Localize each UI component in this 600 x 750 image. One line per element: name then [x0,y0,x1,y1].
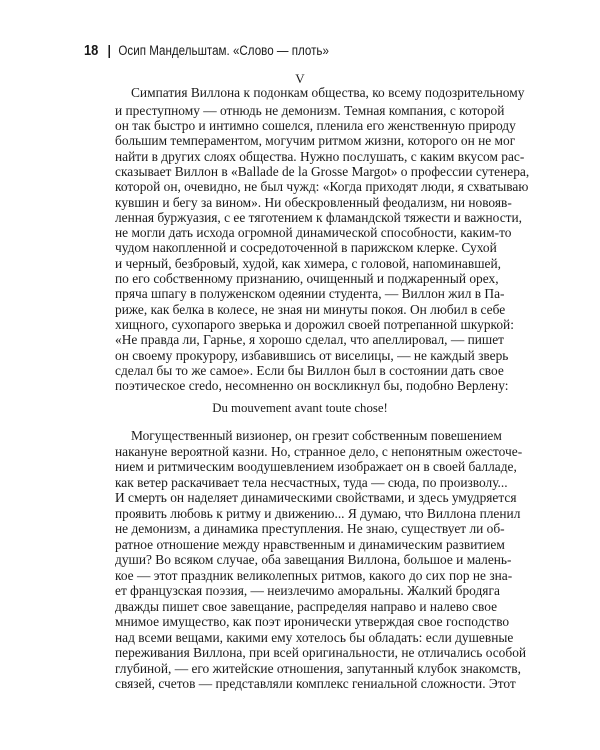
text-line: он так быстро и интимно сошелся, пленила его женственную природу [115,118,516,133]
text-line: и преступному — отнюдь не демонизм. Темная компания, с которой [115,103,505,118]
page-number: 18 [84,42,99,59]
text-line: связей, счетов — представляли комплекс гениальной сложности. Этот [115,676,516,691]
running-header [84,42,329,59]
text-line: кое — этот праздник великолепных ритмов, какого до сих пор не зна- [115,568,513,583]
text-line: и черный, безбровый, худой, как химера, с головой, напоминавшей, [115,256,501,271]
text-line: по его собственному признанию, очищенный и поджаренный орех, [115,271,499,286]
text-line: чудом накопленной и сосредоточенной в парижском клерке. Сухой [115,240,497,255]
text-line: над всеми вещами, какими ему хотелось бы обладать: если душевные [115,630,514,645]
text-line: накануне вероятной казни. Но, странное дело, с непонятным ожесточе- [115,444,523,459]
text-line: хищного, сухопарого зверька и дорожил своей потрепанной шкуркой: [115,317,514,332]
text-line: ет французская поэзия, — неизлечимо аморальны. Жалкий бродяга [115,583,500,598]
text-line: поэтическое credo, несомненно он воскликнул бы, подобно Верлену: [115,378,509,393]
text-line: он своему прокурору, избавившись от виселицы, — не каждый зверь [115,348,509,363]
text-line: ленная буржуазия, с ее тяготением к фламандской тяжести и важности, [115,210,523,225]
text-line: которой он, очевидно, не был чужд: «Когда приходят люди, я схватываю [115,179,529,194]
text-line: не могли дать исхода огромной динамической способности, каким-то [115,225,512,240]
text-line: найти в других слоях общества. Нужно послушать, с каким вкусом рас- [115,149,525,164]
text-line: мнимое имущество, как поэт иронически утверждая свое господство [115,614,510,629]
running-title: Осип Мандельштам. «Слово — плоть» [118,43,329,58]
text-line: сказывает Виллон в «Ballade de la Grosse Margot» о профессии сутенера, [115,164,530,179]
text-line: как ветер раскачивает тела несчастных, туда — сюда, по произволу... [115,475,508,490]
epigraph: Du mouvement avant toute chose! [212,401,388,415]
text-line: Могущественный визионер, он грезит собственным повешением [131,428,502,443]
text-line: Симпатия Виллона к подонкам общества, ко всему подозрительному [131,85,525,100]
text-line: дважды пишет свое завещание, распределяя направо и налево свое [115,599,498,614]
text-line: не демонизм, а динамика преступления. Не знаю, существует ли об- [115,521,505,536]
section-number: V [295,71,305,86]
text-line: ратное отношение между нравственным и динамическим развитием [115,537,505,552]
text-line: глубиной, — его житейские отношения, запутанный клубок знакомств, [115,661,521,676]
text-line: проявить любовь к ритму и движению... Я думаю, что Виллона пленил [115,506,521,521]
text-line: сделал бы то же самое». Если бы Виллон был в состоянии дать свое [115,363,504,378]
text-line: И смерть он наделяет динамическими свойствами, и здесь умудряется [115,490,517,505]
text-line: «Не правда ли, Гарнье, я хорошо сделал, что апеллировал, — пишет [115,332,505,347]
text-line: переживания Виллона, при всей оригинальности, не отличались особой [115,645,527,660]
header-separator: | [107,43,111,58]
text-line: пряча шпагу в полуженском одеянии студента, — Виллон жил в Па- [115,286,505,301]
text-line: души? Во всяком случае, оба завещания Виллона, большое и малень- [115,552,512,567]
text-line: кувшин и бегу за вином». Ни обескровленный феодализм, ни новояв- [115,195,512,210]
text-line: риже, как белка в колесе, не зная ни минуты покоя. Он любил в себе [115,302,506,317]
text-line: нием и ритмическим воодушевлением изображает он в своей балладе, [115,459,517,474]
text-line: большим темпераментом, могучим ритмом жизни, которого он не мог [115,133,516,148]
